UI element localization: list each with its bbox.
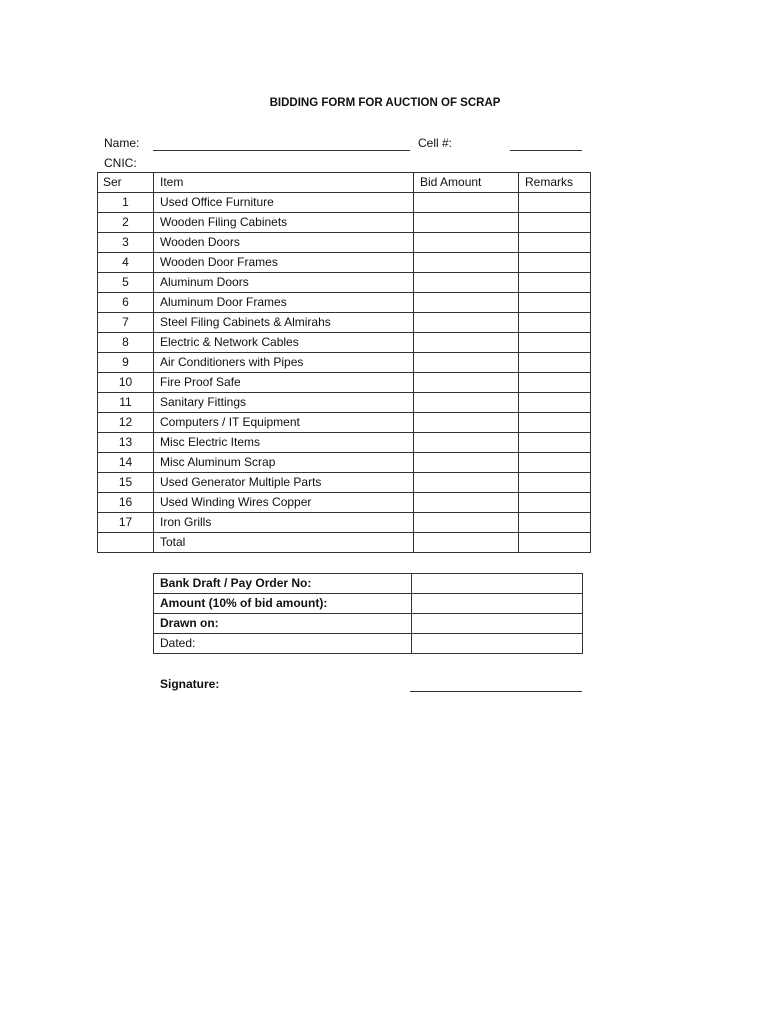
row-ser: 7: [98, 313, 154, 333]
row-bid-amount-cell[interactable]: [414, 193, 519, 213]
bank-draft-field[interactable]: [412, 574, 583, 594]
row-item: Steel Filing Cabinets & Almirahs: [154, 313, 414, 333]
row-ser: 13: [98, 433, 154, 453]
row-item: Electric & Network Cables: [154, 333, 414, 353]
total-ser-cell: [98, 533, 154, 553]
row-item: Aluminum Door Frames: [154, 293, 414, 313]
amount-row: [154, 594, 583, 614]
amount-field[interactable]: [412, 594, 583, 614]
row-item: Aluminum Doors: [154, 273, 414, 293]
amount-label: Amount (10% of bid amount):: [154, 594, 412, 614]
row-ser: 16: [98, 493, 154, 513]
row-remarks-cell[interactable]: [519, 433, 591, 453]
row-remarks-cell[interactable]: [519, 513, 591, 533]
cell-field[interactable]: [510, 150, 582, 151]
row-bid-amount-cell[interactable]: [414, 313, 519, 333]
row-item: Computers / IT Equipment: [154, 413, 414, 433]
table-row: [98, 413, 591, 433]
row-ser: 11: [98, 393, 154, 413]
table-row: [98, 213, 591, 233]
payment-table: [153, 573, 583, 654]
row-bid-amount-cell[interactable]: [414, 413, 519, 433]
table-row: [98, 293, 591, 313]
row-bid-amount-cell[interactable]: [414, 333, 519, 353]
header-bid-amount: Bid Amount: [414, 173, 519, 193]
row-bid-amount-cell[interactable]: [414, 213, 519, 233]
row-remarks-cell[interactable]: [519, 393, 591, 413]
table-row: [98, 233, 591, 253]
table-row: [98, 253, 591, 273]
total-bid-cell[interactable]: [414, 533, 519, 553]
table-row: [98, 493, 591, 513]
row-bid-amount-cell[interactable]: [414, 253, 519, 273]
items-table: [97, 172, 591, 553]
drawn-on-row: [154, 614, 583, 634]
row-ser: 8: [98, 333, 154, 353]
table-row: [98, 373, 591, 393]
row-bid-amount-cell[interactable]: [414, 353, 519, 373]
form-title: BIDDING FORM FOR AUCTION OF SCRAP: [269, 97, 501, 109]
cell-label: Cell #:: [418, 136, 453, 150]
row-bid-amount-cell[interactable]: [414, 273, 519, 293]
header-ser: Ser: [98, 173, 154, 193]
total-row: [98, 533, 591, 553]
name-field[interactable]: [153, 150, 410, 151]
table-row: [98, 433, 591, 453]
row-ser: 3: [98, 233, 154, 253]
header-remarks: Remarks: [519, 173, 591, 193]
row-remarks-cell[interactable]: [519, 293, 591, 313]
row-item: Used Office Furniture: [154, 193, 414, 213]
row-ser: 10: [98, 373, 154, 393]
bank-draft-row: [154, 574, 583, 594]
row-remarks-cell[interactable]: [519, 193, 591, 213]
row-ser: 4: [98, 253, 154, 273]
row-remarks-cell[interactable]: [519, 473, 591, 493]
total-label: Total: [154, 533, 414, 553]
row-bid-amount-cell[interactable]: [414, 513, 519, 533]
row-remarks-cell[interactable]: [519, 353, 591, 373]
row-ser: 9: [98, 353, 154, 373]
row-bid-amount-cell[interactable]: [414, 293, 519, 313]
name-label: Name:: [104, 136, 140, 150]
row-item: Fire Proof Safe: [154, 373, 414, 393]
row-ser: 12: [98, 413, 154, 433]
row-remarks-cell[interactable]: [519, 313, 591, 333]
header-item: Item: [154, 173, 414, 193]
row-item: Wooden Door Frames: [154, 253, 414, 273]
row-remarks-cell[interactable]: [519, 233, 591, 253]
bank-draft-label: Bank Draft / Pay Order No:: [154, 574, 412, 594]
drawn-on-label: Drawn on:: [154, 614, 412, 634]
row-bid-amount-cell[interactable]: [414, 233, 519, 253]
row-item: Used Winding Wires Copper: [154, 493, 414, 513]
table-row: [98, 313, 591, 333]
table-row: [98, 473, 591, 493]
row-bid-amount-cell[interactable]: [414, 473, 519, 493]
signature-field[interactable]: [410, 691, 582, 692]
dated-row: [154, 634, 583, 654]
drawn-on-field[interactable]: [412, 614, 583, 634]
row-item: Used Generator Multiple Parts: [154, 473, 414, 493]
row-ser: 1: [98, 193, 154, 213]
row-bid-amount-cell[interactable]: [414, 373, 519, 393]
row-item: Sanitary Fittings: [154, 393, 414, 413]
row-item: Wooden Filing Cabinets: [154, 213, 414, 233]
row-bid-amount-cell[interactable]: [414, 453, 519, 473]
row-item: Iron Grills: [154, 513, 414, 533]
row-remarks-cell[interactable]: [519, 273, 591, 293]
row-ser: 6: [98, 293, 154, 313]
row-ser: 5: [98, 273, 154, 293]
dated-field[interactable]: [412, 634, 583, 654]
row-item: Misc Aluminum Scrap: [154, 453, 414, 473]
dated-label: Dated:: [154, 634, 412, 654]
row-ser: 17: [98, 513, 154, 533]
row-remarks-cell[interactable]: [519, 493, 591, 513]
row-remarks-cell[interactable]: [519, 253, 591, 273]
total-remarks-cell[interactable]: [519, 533, 591, 553]
row-ser: 15: [98, 473, 154, 493]
row-ser: 2: [98, 213, 154, 233]
cnic-label: CNIC:: [104, 156, 137, 170]
row-bid-amount-cell[interactable]: [414, 393, 519, 413]
table-row: [98, 333, 591, 353]
row-remarks-cell[interactable]: [519, 413, 591, 433]
row-item: Misc Electric Items: [154, 433, 414, 453]
table-row: [98, 353, 591, 373]
row-bid-amount-cell[interactable]: [414, 433, 519, 453]
table-row: [98, 513, 591, 533]
table-header-row: [98, 173, 591, 193]
table-row: [98, 273, 591, 293]
row-remarks-cell[interactable]: [519, 213, 591, 233]
row-remarks-cell[interactable]: [519, 453, 591, 473]
table-row: [98, 393, 591, 413]
row-bid-amount-cell[interactable]: [414, 493, 519, 513]
row-item: Air Conditioners with Pipes: [154, 353, 414, 373]
row-ser: 14: [98, 453, 154, 473]
table-row: [98, 453, 591, 473]
table-row: [98, 193, 591, 213]
row-remarks-cell[interactable]: [519, 373, 591, 393]
signature-label: Signature:: [160, 677, 220, 691]
row-item: Wooden Doors: [154, 233, 414, 253]
row-remarks-cell[interactable]: [519, 333, 591, 353]
